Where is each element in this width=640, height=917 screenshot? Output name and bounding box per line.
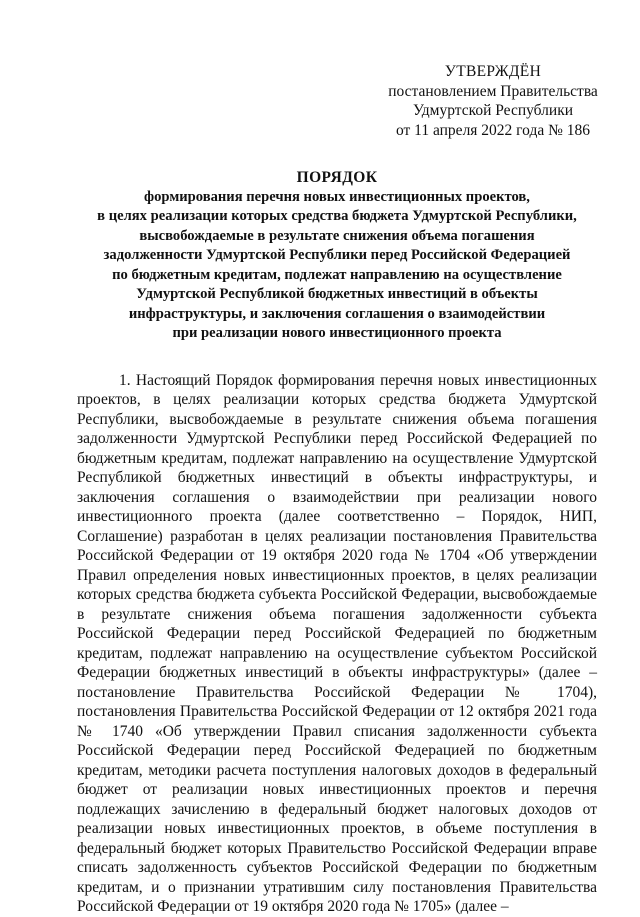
title-line: высвобождаемые в результате снижения объема погашения bbox=[139, 227, 535, 244]
title-line: при реализации нового инвестиционного проекта bbox=[172, 325, 502, 341]
title-line: Удмуртской Республикой бюджетных инвестиций в объекты bbox=[136, 286, 538, 302]
body-paragraph: 1. Настоящий Порядок формирования перечня новых инвестиционных проектов, в целях реализации которых средства бюджета Удмуртской Республики, высвобождаемые в результате снижения объема погашения задолженности Удмуртской Республики перед Российской Федерацией по бюджетным кредитам, подлежат направлению на осуществление Удмуртской Республикой бюджетных инвестиций в объекты инфраструктуры, и заключения соглашения о взаимодействии при реализации нового инвестиционного проекта (далее соответственно – Порядок, НИП, Соглашение) разработан в целях реализации постановления Правительства Российской Федерации от 19 октября 2020 года № 1704 «Об утверждении Правил определения новых инвестиционных проектов, в целях реализации которых средства бюджета субъекта Российской Федерации, высвобождаемые в результате снижения объема погашения задолженности субъекта Российской Федерации перед Российской Федерацией по бюджетным кредитам, подлежат направлению на осуществление субъектом Российской Федерации бюджетных инвестиций в объекты инфраструктуры» (далее – постановление Правительства Российской Федерации № 1704), постановления Правительства Российской Федерации от 12 октября 2021 года № 1740 «Об утверждении Правил списания задолженности субъекта Российской Федерации перед Российской Федерацией по бюджетным кредитам, методики расчета поступления налоговых доходов в федеральный бюджет от реализации новых инвестиционных проектов и перечня подлежащих зачислению в федеральный бюджет налоговых доходов от реализации новых инвестиционных проектов, в объеме поступления в федеральный бюджет которых Правительство Российской Федерации вправе списать задолженность субъектов Российской Федерации по бюджетным кредитам, и о признании утратившим силу постановления Правительства Российской Федерации от 19 октября 2020 года № 1705» (далее – bbox=[77, 371, 597, 915]
approval-heading: УТВЕРЖДЁН bbox=[444, 63, 542, 80]
title-line: в целях реализации которых средства бюджета Удмуртской Республики, bbox=[97, 208, 577, 224]
title-line: по бюджетным кредитам, подлежат направлению на осуществление bbox=[112, 266, 562, 283]
title-heading: ПОРЯДОК bbox=[296, 169, 378, 186]
title-line: задолженности Удмуртской Республики перед Российской Федерацией bbox=[103, 247, 571, 263]
document-title bbox=[60, 168, 614, 344]
approval-date: от 11 апреля 2022 года № 186 bbox=[395, 121, 591, 139]
title-line: формирования перечня новых инвестиционных проектов, bbox=[144, 188, 530, 205]
title-line: инфраструктуры, и заключения соглашения о взаимодействии bbox=[128, 305, 546, 322]
approval-stamp bbox=[378, 62, 608, 140]
approval-line: постановлением Правительства bbox=[388, 82, 598, 100]
approval-line: Удмуртской Республики bbox=[412, 102, 574, 119]
